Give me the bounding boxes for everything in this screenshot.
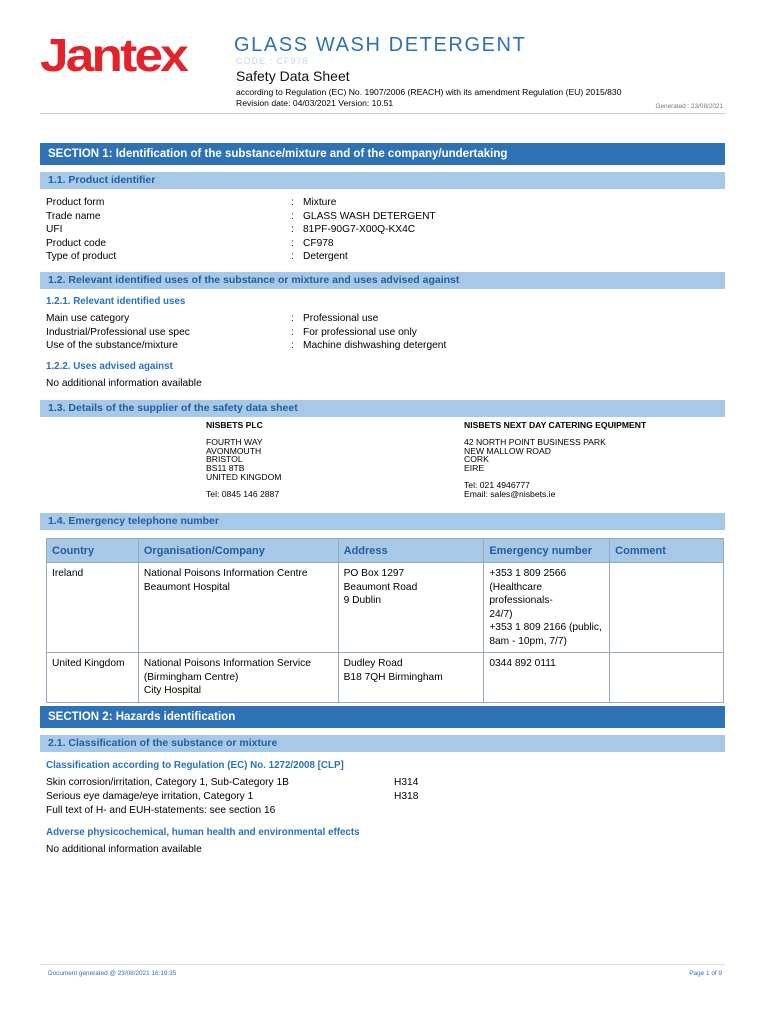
product-code-label: CODE : CF978 — [236, 56, 309, 66]
section-1-3-heading: 1.3. Details of the supplier of the safety data sheet — [40, 400, 725, 417]
supplier-tel: Tel: 021 4946777 — [464, 479, 530, 490]
page-number: Page 1 of 9 — [689, 970, 722, 977]
kv-row: Product form : Mixture — [46, 197, 337, 208]
clp-classification-heading: Classification according to Regulation (EC) No. 1272/2008 [CLP] — [46, 760, 344, 771]
table-cell: PO Box 1297 Beaumont Road 9 Dublin — [338, 563, 484, 653]
document-subtitle: Safety Data Sheet — [236, 68, 350, 84]
jantex-logo-icon — [40, 28, 190, 80]
section-1-heading: SECTION 1: Identification of the substance/mixture and of the company/undertaking — [40, 143, 725, 165]
footer-divider — [40, 964, 725, 965]
section-1-2-1-heading: 1.2.1. Relevant identified uses — [46, 296, 186, 307]
table-cell: Dudley Road B18 7QH Birmingham — [338, 653, 484, 703]
supplier-name: NISBETS PLC — [206, 420, 263, 430]
document-header — [0, 0, 768, 120]
supplier-ie-block — [464, 421, 646, 499]
adverse-effects-heading: Adverse physicochemical, human health and environmental effects — [46, 827, 360, 838]
classification-row: Skin corrosion/irritation, Category 1, Sub-Category 1B H314 — [46, 777, 419, 788]
table-row — [47, 563, 724, 653]
table-header-row — [47, 539, 724, 563]
full-text-note: Full text of H- and EUH-statements: see section 16 — [46, 805, 276, 816]
kv-row: Use of the substance/mixture : Machine dishwashing detergent — [46, 340, 447, 351]
table-row — [47, 653, 724, 703]
column-header: Country — [47, 539, 139, 563]
address-line: UNITED KINGDOM — [206, 471, 282, 482]
kv-row: UFI : 81PF-90G7-X00Q-KX4C — [46, 224, 416, 235]
supplier-tel: Tel: 0845 146 2887 — [206, 488, 280, 499]
table-cell — [610, 563, 724, 653]
revision-text: Revision date: 04/03/2021 Version: 10.51 — [236, 98, 394, 108]
kv-row: Product code : CF978 — [46, 237, 334, 249]
table-cell: National Poisons Information Service (Birmingham Centre) City Hospital — [138, 653, 338, 703]
address-line: 42 NORTH POINT BUSINESS PARK — [464, 436, 606, 447]
table-cell: +353 1 809 2566 (Healthcare professionals- 24/7) +353 1 809 2166 (public, 8am - 10pm, 7/7) — [484, 563, 610, 653]
regulation-text: according to Regulation (EC) No. 1907/2006 (REACH) with its amendment Regulation (EU) 2015/830 — [236, 87, 622, 97]
section-1-4-heading: 1.4. Emergency telephone number — [40, 513, 725, 530]
table-cell: Ireland — [47, 563, 139, 653]
address-line: BS11 8TB — [206, 463, 245, 474]
address-line: FOURTH WAY — [206, 436, 263, 447]
kv-row: Type of product : Detergent — [46, 251, 348, 262]
table-cell: United Kingdom — [47, 653, 139, 703]
column-header: Address — [338, 539, 484, 563]
footer-generated: Document generated @ 23/08/2021 16:19:35 — [48, 970, 177, 977]
address-line: EIRE — [464, 463, 485, 474]
generated-date: Generated : 23/08/2021 — [655, 103, 723, 110]
kv-row: Industrial/Professional use spec : For professional use only — [46, 326, 417, 338]
column-header: Organisation/Company — [138, 539, 338, 563]
supplier-email: Email: sales@nisbets.ie — [464, 488, 556, 499]
supplier-name: NISBETS NEXT DAY CATERING EQUIPMENT — [464, 420, 647, 430]
address-line: BRISTOL — [206, 454, 243, 465]
table-cell: 0344 892 0111 — [484, 653, 610, 703]
section-1-1-heading: 1.1. Product identifier — [40, 172, 725, 189]
adverse-effects-text: No additional information available — [46, 844, 202, 855]
section-2-1-heading: 2.1. Classification of the substance or mixture — [40, 735, 725, 752]
section-1-2-2-heading: 1.2.2. Uses advised against — [46, 361, 173, 372]
header-divider — [40, 113, 725, 114]
section-1-2-heading: 1.2. Relevant identified uses of the substance or mixture and uses advised against — [40, 272, 725, 289]
kv-row: Main use category : Professional use — [46, 313, 379, 324]
column-header: Comment — [610, 539, 724, 563]
supplier-uk-block — [206, 421, 281, 499]
emergency-contacts-table — [46, 538, 724, 703]
kv-row: Trade name : GLASS WASH DETERGENT — [46, 210, 436, 222]
table-cell — [610, 653, 724, 703]
document-title: GLASS WASH DETERGENT — [234, 34, 527, 56]
address-line: AVONMOUTH — [206, 445, 262, 456]
table-cell: National Poisons Information Centre Beaumont Hospital — [138, 563, 338, 653]
address-line: NEW MALLOW ROAD — [464, 445, 551, 456]
uses-advised-against-text: No additional information available — [46, 378, 202, 389]
address-line: CORK — [464, 454, 489, 465]
classification-row: Serious eye damage/eye irritation, Category 1 H318 — [46, 791, 419, 802]
column-header: Emergency number — [484, 539, 610, 563]
svg-text:Jantex: Jantex — [40, 29, 190, 80]
section-2-heading: SECTION 2: Hazards identification — [40, 706, 725, 728]
